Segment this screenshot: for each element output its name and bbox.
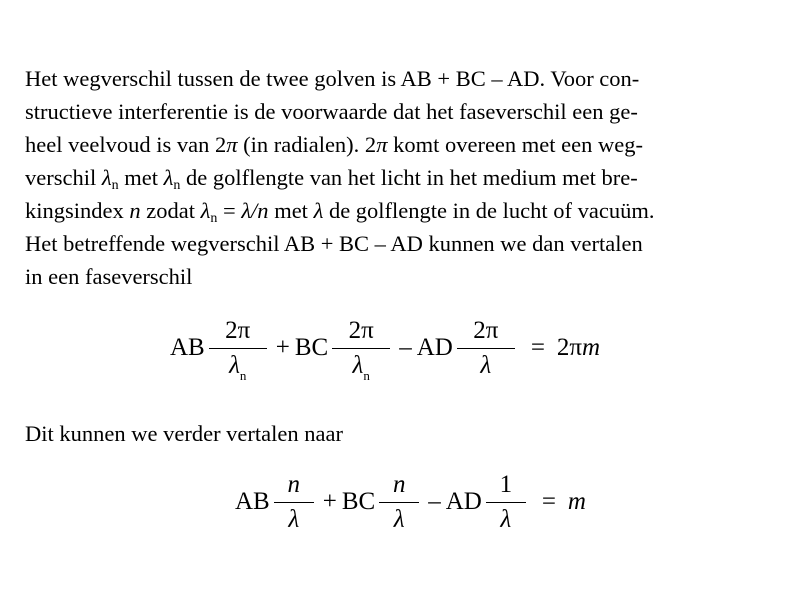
fraction-2pi-over-lambda [457, 314, 515, 383]
variable-n: n [129, 198, 141, 223]
pi-symbol: π [226, 132, 238, 157]
term-bc: BC [294, 334, 329, 361]
plus-sign: + [322, 488, 337, 515]
plus-sign: + [275, 334, 290, 361]
two-pi: 2π [348, 316, 374, 344]
equals-sign: = [541, 488, 556, 515]
text-segment: (in radialen). 2 [237, 132, 377, 157]
lambda-over-n: λ/n [241, 198, 269, 223]
text-segment: de golflengte in de lucht of vacuüm. [323, 198, 655, 223]
fraction-n-over-lambda [274, 468, 314, 537]
denominator [494, 503, 517, 537]
subscript-n: n [111, 178, 119, 193]
lambda-symbol: λ [101, 165, 112, 190]
term-ab: AB [235, 488, 270, 515]
fraction-1-over-lambda [486, 468, 526, 537]
lambda-symbol: λ [480, 351, 492, 379]
text-line-6: Het betreffende wegverschil AB + BC – AD kunnen we dan vertalen [25, 231, 643, 256]
numerator [387, 468, 412, 502]
term-ad: AD [445, 488, 482, 515]
lambda-symbol: λ [200, 198, 211, 223]
subscript-n: n [363, 367, 370, 383]
numerator [281, 468, 306, 502]
denominator [388, 503, 411, 537]
body-paragraph-2 [25, 417, 785, 450]
numerator [467, 314, 504, 348]
lambda-symbol: λ [288, 505, 300, 533]
term-ab: AB [170, 334, 205, 361]
fraction-2pi-over-lambda-n [209, 314, 267, 383]
subscript-n: n [210, 211, 218, 226]
text-line-7: in een faseverschil [25, 264, 193, 289]
fraction-n-over-lambda [379, 468, 419, 537]
text-line-1: Het wegverschil tussen de twee golven is AB + BC – AD. Voor con- [25, 66, 640, 91]
denominator [474, 349, 497, 383]
subscript-n: n [173, 178, 181, 193]
lambda-symbol: λ [313, 198, 324, 223]
subscript-n: n [239, 367, 247, 383]
lambda-symbol: λ [500, 505, 512, 533]
rhs-2pi: 2π [556, 334, 583, 361]
text-line-4 [25, 161, 785, 194]
body-paragraph [25, 62, 785, 293]
two-pi: 2π [225, 316, 251, 344]
text-segment: komt overeen met een weg- [387, 132, 643, 157]
denominator [347, 349, 376, 383]
text-segment: heel veelvoud is van 2 [25, 132, 227, 157]
denominator [282, 503, 305, 537]
numerator [494, 468, 519, 502]
phase-difference-equation [170, 308, 600, 388]
fraction-2pi-over-lambda-n [332, 314, 390, 383]
text-segment: de golflengte van het licht in het medium met bre- [180, 165, 638, 190]
equals-sign: = [530, 334, 545, 361]
one: 1 [499, 470, 513, 498]
term-ad: AD [416, 334, 453, 361]
simplified-equation [235, 462, 586, 542]
numerator [219, 314, 256, 348]
lambda-symbol: λ [352, 351, 364, 379]
variable-n: n [392, 470, 406, 498]
pi-symbol: π [376, 132, 388, 157]
rhs-m: m [582, 334, 601, 361]
minus-sign: – [428, 488, 441, 515]
text-segment: kingsindex [25, 198, 130, 223]
minus-sign: – [399, 334, 412, 361]
text-line-3 [25, 128, 785, 161]
text-segment: met [118, 165, 164, 190]
text-segment: zodat [140, 198, 201, 223]
denominator [223, 349, 252, 383]
text-segment: met [268, 198, 314, 223]
numerator [343, 314, 380, 348]
rhs-m: m [567, 488, 586, 515]
variable-n: n [287, 470, 300, 498]
lambda-symbol: λ [229, 351, 240, 379]
two-pi: 2π [473, 316, 499, 344]
term-bc: BC [341, 488, 376, 515]
text-line-2: structieve interferentie is de voorwaarde dat het faseverschil een ge- [25, 99, 638, 124]
text-line: Dit kunnen we verder vertalen naar [25, 421, 343, 446]
lambda-symbol: λ [163, 165, 174, 190]
text-segment: = [217, 198, 242, 223]
text-line-5 [25, 194, 785, 227]
lambda-symbol: λ [393, 505, 405, 533]
text-segment: verschil [25, 165, 102, 190]
